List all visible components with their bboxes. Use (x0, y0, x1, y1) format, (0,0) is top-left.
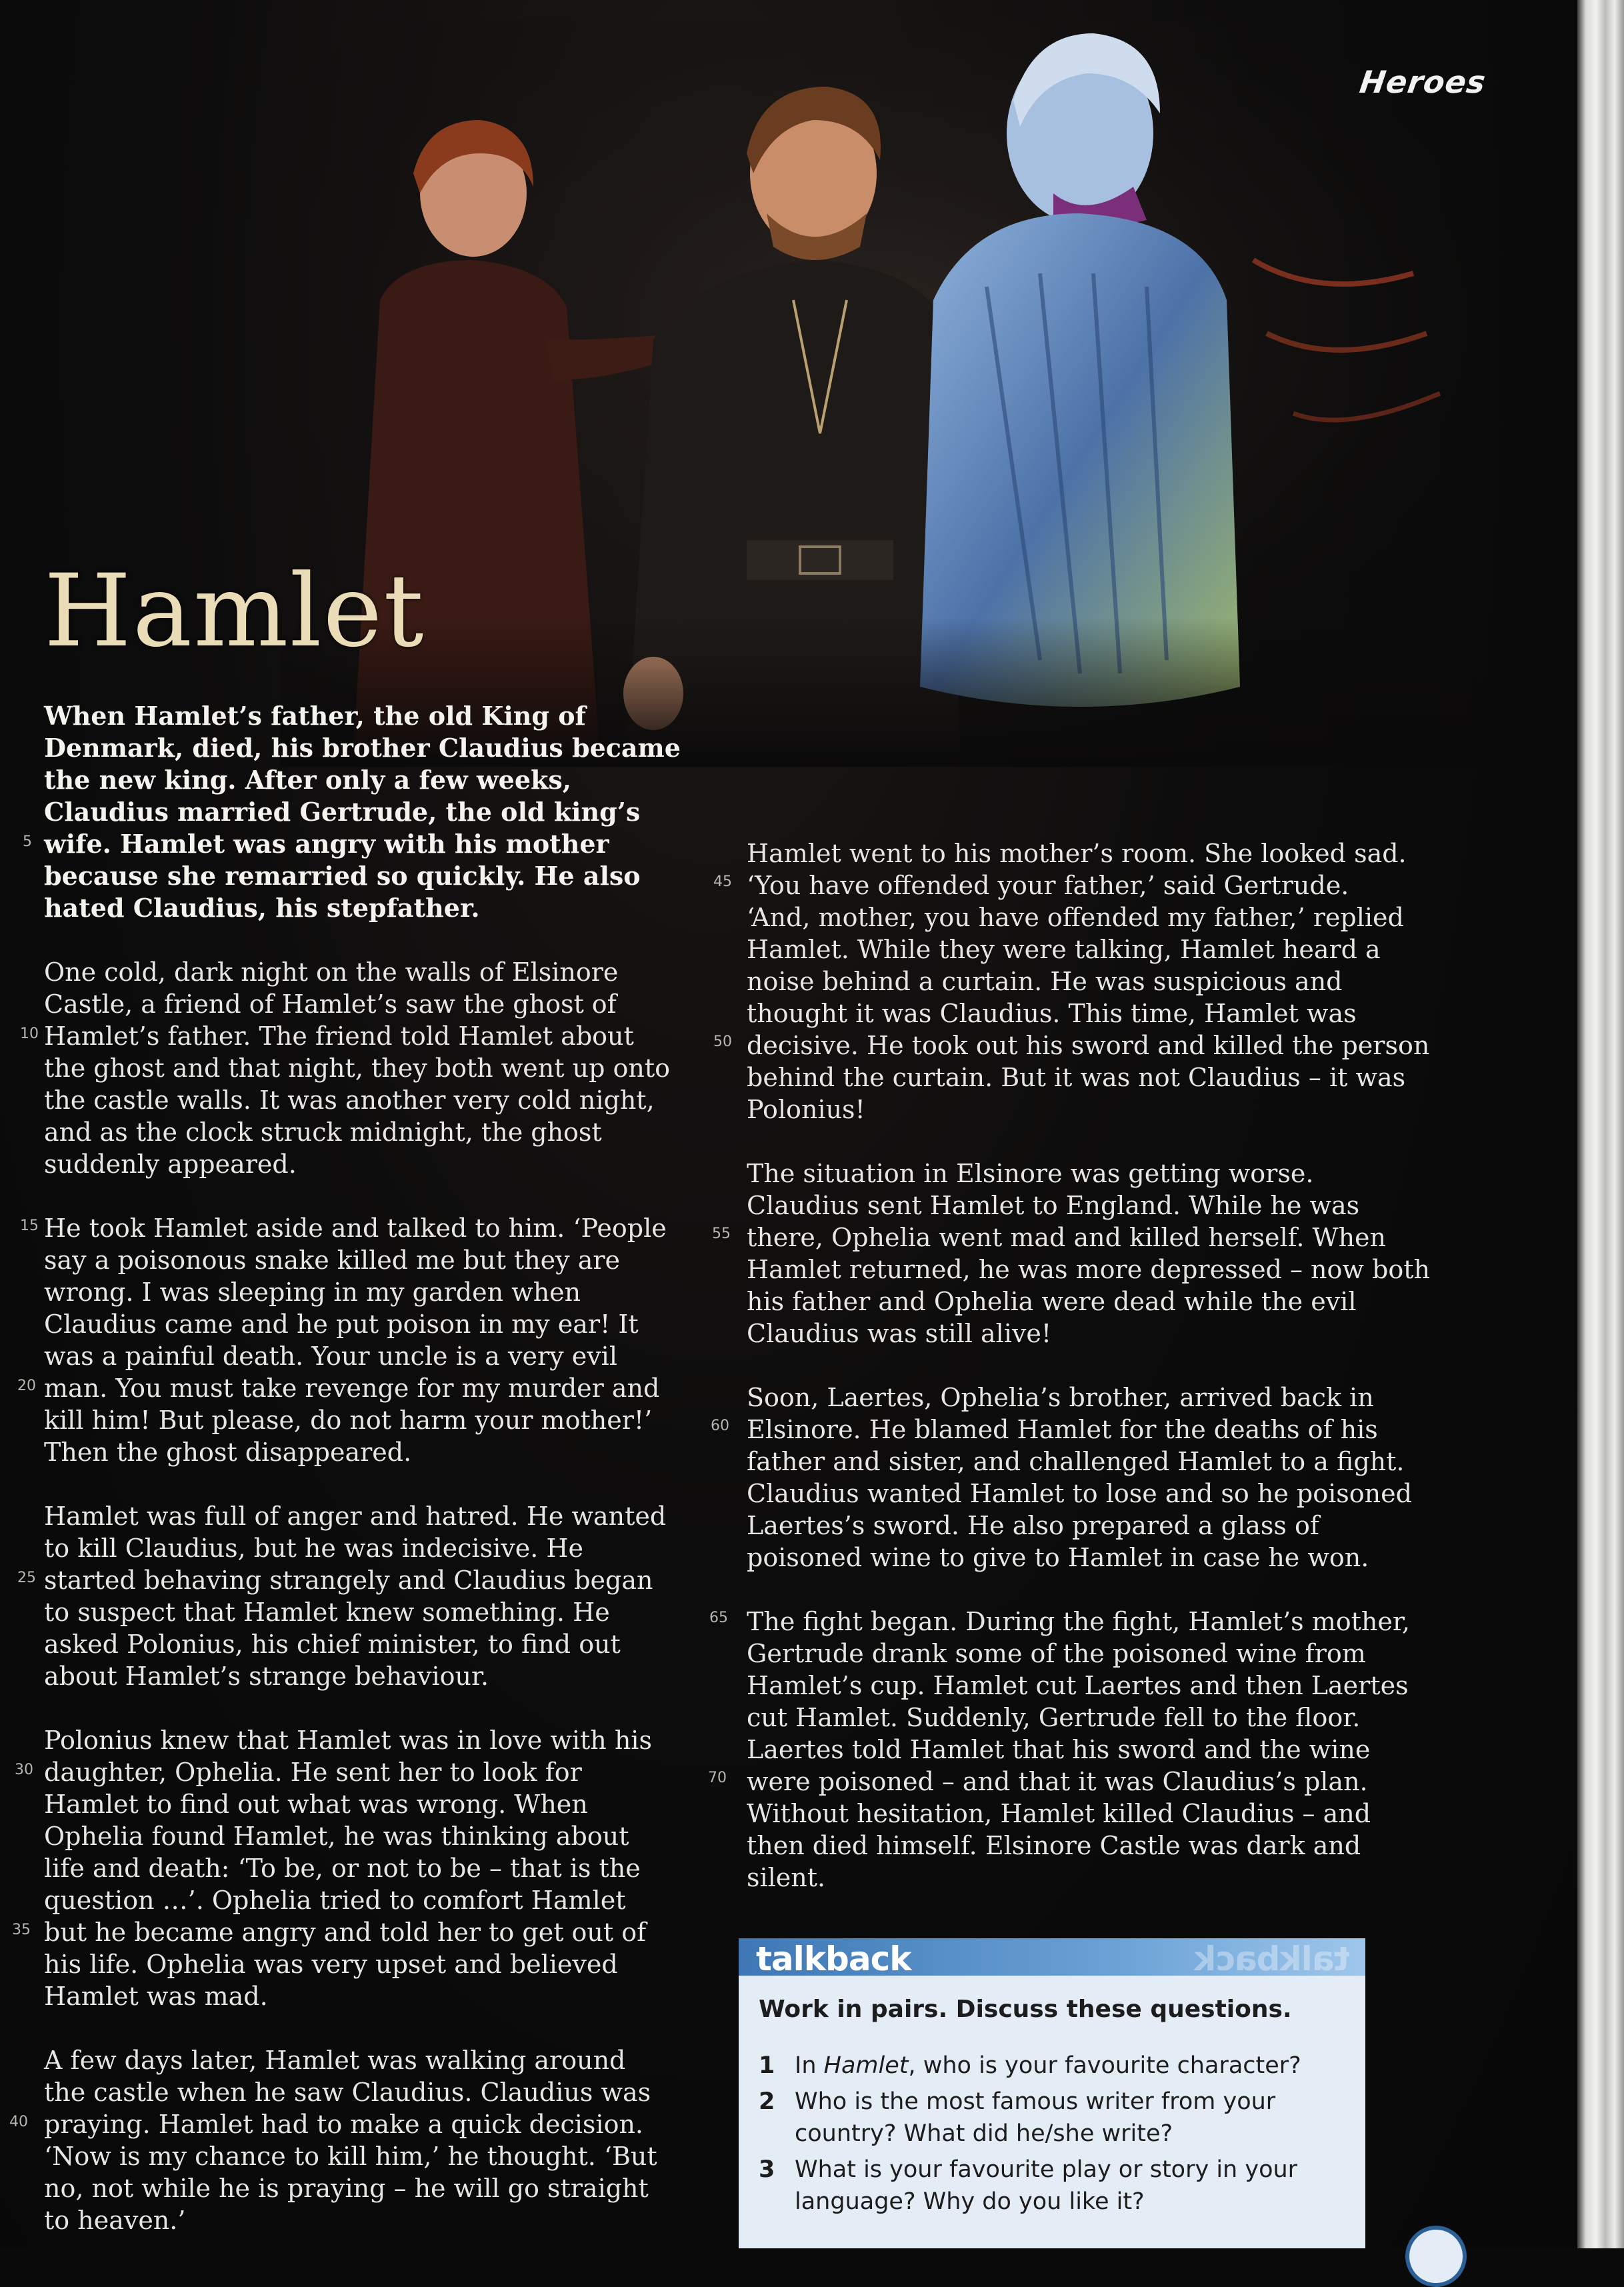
body-paragraph: Soon, Laertes, Ophelia’s brother, arrived back in Elsinore. He blamed Hamlet for the deaths of his father and sister, and challenged Hamlet to a fight. Claudius wanted Hamlet to lose and so he poisoned Laertes’s sword. He also prepared a glass of poisoned wine to give to Hamlet in case he won. (747, 1383, 1412, 1572)
intro-paragraph: When Hamlet’s father, the old King of Denmark, died, his brother Claudius became the new king. After only a few weeks, Claudius married Gertrude, the old king’s wife. Hamlet was angry with his mother because she remarried so quickly. He also hated Claudius, his stepfather. (44, 701, 681, 923)
body-paragraph: Polonius knew that Hamlet was in love with his daughter, Ophelia. He sent her to look for Hamlet to find out what was wrong. When Ophelia found Hamlet, he was thinking about life and death: ‘To be, or not to be – that is the question …’. Ophelia tried to comfort Hamlet but he became angry and told her to get out of his life. Ophelia was very upset and believed Hamlet was mad. (44, 1726, 652, 2011)
right-column (747, 837, 1453, 1926)
line-number: 55 (712, 1226, 731, 1242)
page-edge (1577, 0, 1624, 2248)
line-number: 5 (23, 833, 32, 850)
talkback-instruction: Work in pairs. Discuss these questions. (759, 1996, 1292, 2023)
question-text: In Hamlet, who is your favourite character? (795, 2052, 1301, 2079)
body-paragraph: The situation in Elsinore was getting worse. Claudius sent Hamlet to England. While he was there, Ophelia went mad and killed herself. When Hamlet returned, he was more depressed – now both his father and Ophelia were dead while the evil Claudius was still alive! (747, 1159, 1430, 1348)
talkback-body (739, 1976, 1365, 2248)
body-paragraph: The fight began. During the fight, Hamlet’s mother, Gertrude drank some of the poisoned wine from Hamlet’s cup. Hamlet cut Laertes and then Laertes cut Hamlet. Suddenly, Gertrude fell to the floor. Laertes told Hamlet that his sword and the wine were poisoned – and that it was Claudius’s plan. Without hesitation, Hamlet killed Claudius – and then died himself. Elsinore Castle was dark and silent. (747, 1607, 1410, 1892)
section-tag: Heroes (1357, 64, 1489, 100)
talkback-question (759, 2050, 1345, 2082)
left-column (44, 700, 704, 2268)
body-paragraph: He took Hamlet aside and talked to him. ‘People say a poisonous snake killed me but they are wrong. I was sleeping in my garden when Claudius came and he put poison in my ear! It was a painful death. Your uncle is a very evil man. You must take revenge for my murder and kill him! But please, do not harm your mother!’ Then the ghost disappeared. (44, 1214, 667, 1467)
line-number: 10 (20, 1025, 39, 1042)
talkback-question (759, 2154, 1345, 2218)
line-number: 40 (9, 2114, 28, 2130)
line-number: 20 (17, 1378, 36, 1394)
line-number: 60 (711, 1418, 729, 1434)
talkback-header (739, 1938, 1365, 1976)
line-number: 45 (713, 873, 732, 890)
line-number: 30 (15, 1762, 33, 1778)
line-number: 35 (12, 1922, 31, 1938)
line-number: 25 (17, 1570, 36, 1586)
question-text: Who is the most famous writer from your country? What did he/she write? (795, 2088, 1276, 2147)
page-number-badge (1405, 2226, 1467, 2287)
question-number: 1 (759, 2052, 775, 2079)
body-paragraph: One cold, dark night on the walls of Elsinore Castle, a friend of Hamlet’s saw the ghost of Hamlet’s father. The friend told Hamlet about the ghost and that night, they both went up onto the castle walls. It was another very cold night, and as the clock struck midnight, the ghost suddenly appeared. (44, 957, 670, 1179)
question-number: 2 (759, 2088, 775, 2115)
question-text: What is your favourite play or story in your language? Why do you like it? (795, 2156, 1298, 2215)
body-paragraph: A few days later, Hamlet was walking around the castle when he saw Claudius. Claudius was praying. Hamlet had to make a quick decision. ‘Now is my chance to kill him,’ he thought. ‘But no, not while he is praying – he will go straight to heaven.’ (44, 2046, 657, 2235)
talkback-box (739, 1938, 1365, 2248)
talkback-question (759, 2086, 1345, 2150)
line-number: 65 (709, 1610, 728, 1626)
body-paragraph: Hamlet went to his mother’s room. She looked sad. ‘You have offended your father,’ said Gertrude. ‘And, mother, you have offended my father,’ replied Hamlet. While they were talking, Hamlet heard a noise behind a curtain. He was suspicious and thought it was Claudius. This time, Hamlet was decisive. He took out his sword and killed the person behind the curtain. But it was not Claudius – it was Polonius! (747, 839, 1430, 1124)
stage-photo (280, 20, 1480, 767)
talkback-title: talkback (756, 1940, 911, 1976)
talkback-title-mirror: talkback (1194, 1940, 1349, 1976)
body-paragraph: Hamlet was full of anger and hatred. He wanted to kill Claudius, but he was indecisive. He started behaving strangely and Claudius began to suspect that Hamlet knew something. He asked Polonius, his chief minister, to find out about Hamlet’s strange behaviour. (44, 1502, 667, 1691)
line-number: 15 (20, 1218, 39, 1234)
line-number: 50 (713, 1033, 732, 1050)
question-number: 3 (759, 2156, 775, 2183)
article-title: Hamlet (44, 553, 425, 669)
line-number: 70 (708, 1770, 727, 1786)
play-title-emphasis: Hamlet (823, 2052, 909, 2079)
